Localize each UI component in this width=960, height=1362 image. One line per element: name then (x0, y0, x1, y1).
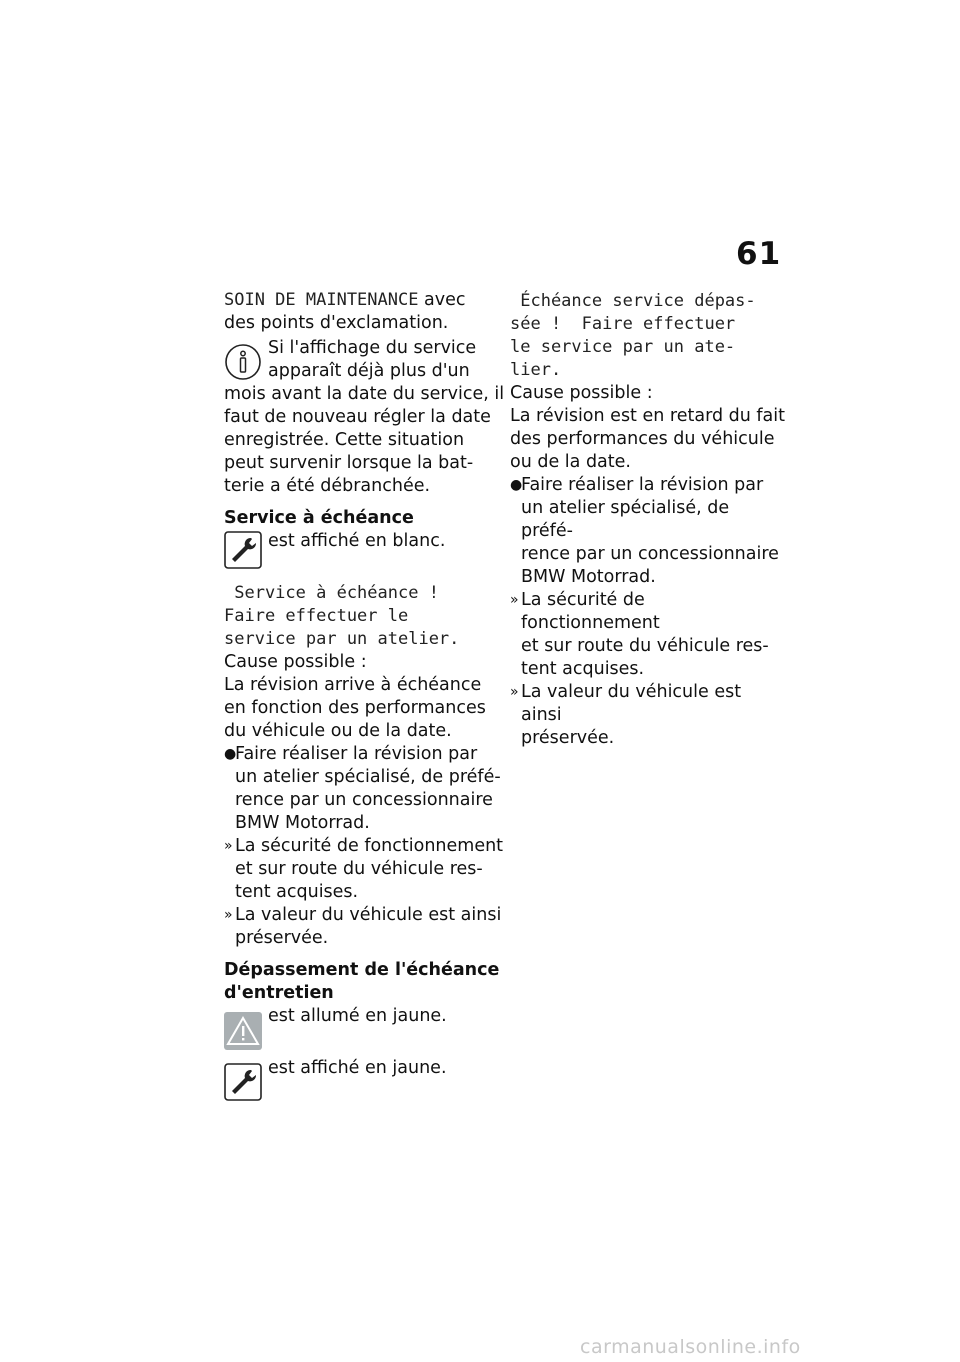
result-1-line-2: tent acquises. (235, 882, 359, 902)
bullet-line-1: un atelier spécialisé, de préfé- (521, 498, 730, 541)
bullet-line-3: BMW Motorrad. (521, 567, 656, 587)
bullet-mark: ● (510, 477, 523, 493)
cause-text-0: La révision est en retard du fait (510, 406, 785, 426)
heading-maintenance-overdue-0: Dépassement de l'échéance (224, 960, 500, 980)
warning-row (224, 1005, 506, 1057)
intro-text-2: des points d'exclamation. (224, 313, 449, 333)
warning-triangle-icon (224, 1012, 262, 1050)
bullet-line-1: un atelier spécialisé, de préfé- (235, 767, 501, 787)
cause-text-1: en fonction des performances (224, 698, 486, 718)
wrench-icon (224, 531, 262, 569)
info-rest-0: mois avant la date du service, il (224, 384, 505, 404)
info-rest-2: enregistrée. Cette situation (224, 430, 465, 450)
info-note (224, 337, 506, 498)
wrench-yellow-row (224, 1057, 506, 1097)
result-2-line-1: préservée. (235, 928, 329, 948)
result-1-line-0: La sécurité de fonctionnement (521, 590, 660, 633)
mono-line-1: Faire effectuer le (224, 606, 409, 626)
right-column (510, 290, 785, 750)
result-mark: » (510, 684, 519, 700)
cause-text-2: ou de la date. (510, 452, 631, 472)
cause-text-0: La révision arrive à échéance (224, 675, 482, 695)
result-2-line-0: La valeur du véhicule est ainsi (521, 682, 742, 725)
bullet-mark: ● (224, 746, 237, 762)
result-mark: » (224, 907, 233, 923)
wrench-yellow-text: est affiché en jaune. (268, 1058, 447, 1078)
info-rest-1: faut de nouveau régler la date (224, 407, 491, 427)
page-number: 61 (736, 236, 782, 272)
bullet-line-3: BMW Motorrad. (235, 813, 370, 833)
list-item (510, 681, 785, 750)
result-mark: » (224, 838, 233, 854)
bullet-line-0: Faire réaliser la révision par (235, 744, 478, 764)
result-1-line-1: et sur route du véhicule res- (235, 859, 483, 879)
intro-text-1: avec (418, 290, 466, 310)
info-line-2: apparaît déjà plus d'un (268, 361, 470, 381)
intro-mono: SOIN DE MAINTENANCE (224, 290, 419, 310)
mono-line-2: service par un atelier. (224, 629, 460, 649)
mono-line-2: le service par un ate- (510, 337, 736, 357)
watermark: carmanualsonline.info (580, 1336, 801, 1358)
result-1-line-2: tent acquises. (521, 659, 645, 679)
left-column (224, 289, 506, 1097)
list-item (510, 474, 785, 589)
heading-service-due: Service à échéance (224, 508, 414, 528)
bullet-line-0: Faire réaliser la révision par (521, 475, 764, 495)
list-item (510, 589, 785, 681)
bullet-line-2: rence par un concessionnaire (235, 790, 493, 810)
info-rest-3: peut survenir lorsque la bat- (224, 453, 474, 473)
result-1-line-1: et sur route du véhicule res- (521, 636, 769, 656)
wrench-white-text: est affiché en blanc. (268, 531, 446, 551)
list-item (224, 743, 506, 835)
mono-line-3: lier. (510, 360, 562, 380)
mono-message-right (510, 290, 785, 382)
mono-line-0: Service à échéance ! (224, 583, 439, 603)
result-mark: » (510, 592, 519, 608)
info-rest-4: terie a été débranchée. (224, 476, 431, 496)
info-icon (224, 343, 262, 381)
cause-text-1: des performances du véhicule (510, 429, 775, 449)
wrench-white-row (224, 530, 506, 570)
result-2-line-1: préservée. (521, 728, 615, 748)
mono-message-left (224, 582, 506, 651)
result-1-line-0: La sécurité de fonctionnement (235, 836, 504, 856)
mono-line-1: sée ! Faire effectuer (510, 314, 736, 334)
wrench-icon (224, 1063, 262, 1101)
cause-text-2: du véhicule ou de la date. (224, 721, 452, 741)
result-2-line-0: La valeur du véhicule est ainsi (235, 905, 502, 925)
cause-label: Cause possible : (224, 652, 367, 672)
mono-line-0: Échéance service dépas- (510, 291, 756, 311)
heading-maintenance-overdue-1: d'entretien (224, 983, 334, 1003)
bullet-line-2: rence par un concessionnaire (521, 544, 779, 564)
list-item (224, 904, 506, 950)
list-item (224, 835, 506, 904)
warning-text: est allumé en jaune. (268, 1006, 447, 1026)
cause-label: Cause possible : (510, 383, 653, 403)
intro-paragraph (224, 289, 506, 335)
info-line-1: Si l'affichage du service (268, 338, 477, 358)
